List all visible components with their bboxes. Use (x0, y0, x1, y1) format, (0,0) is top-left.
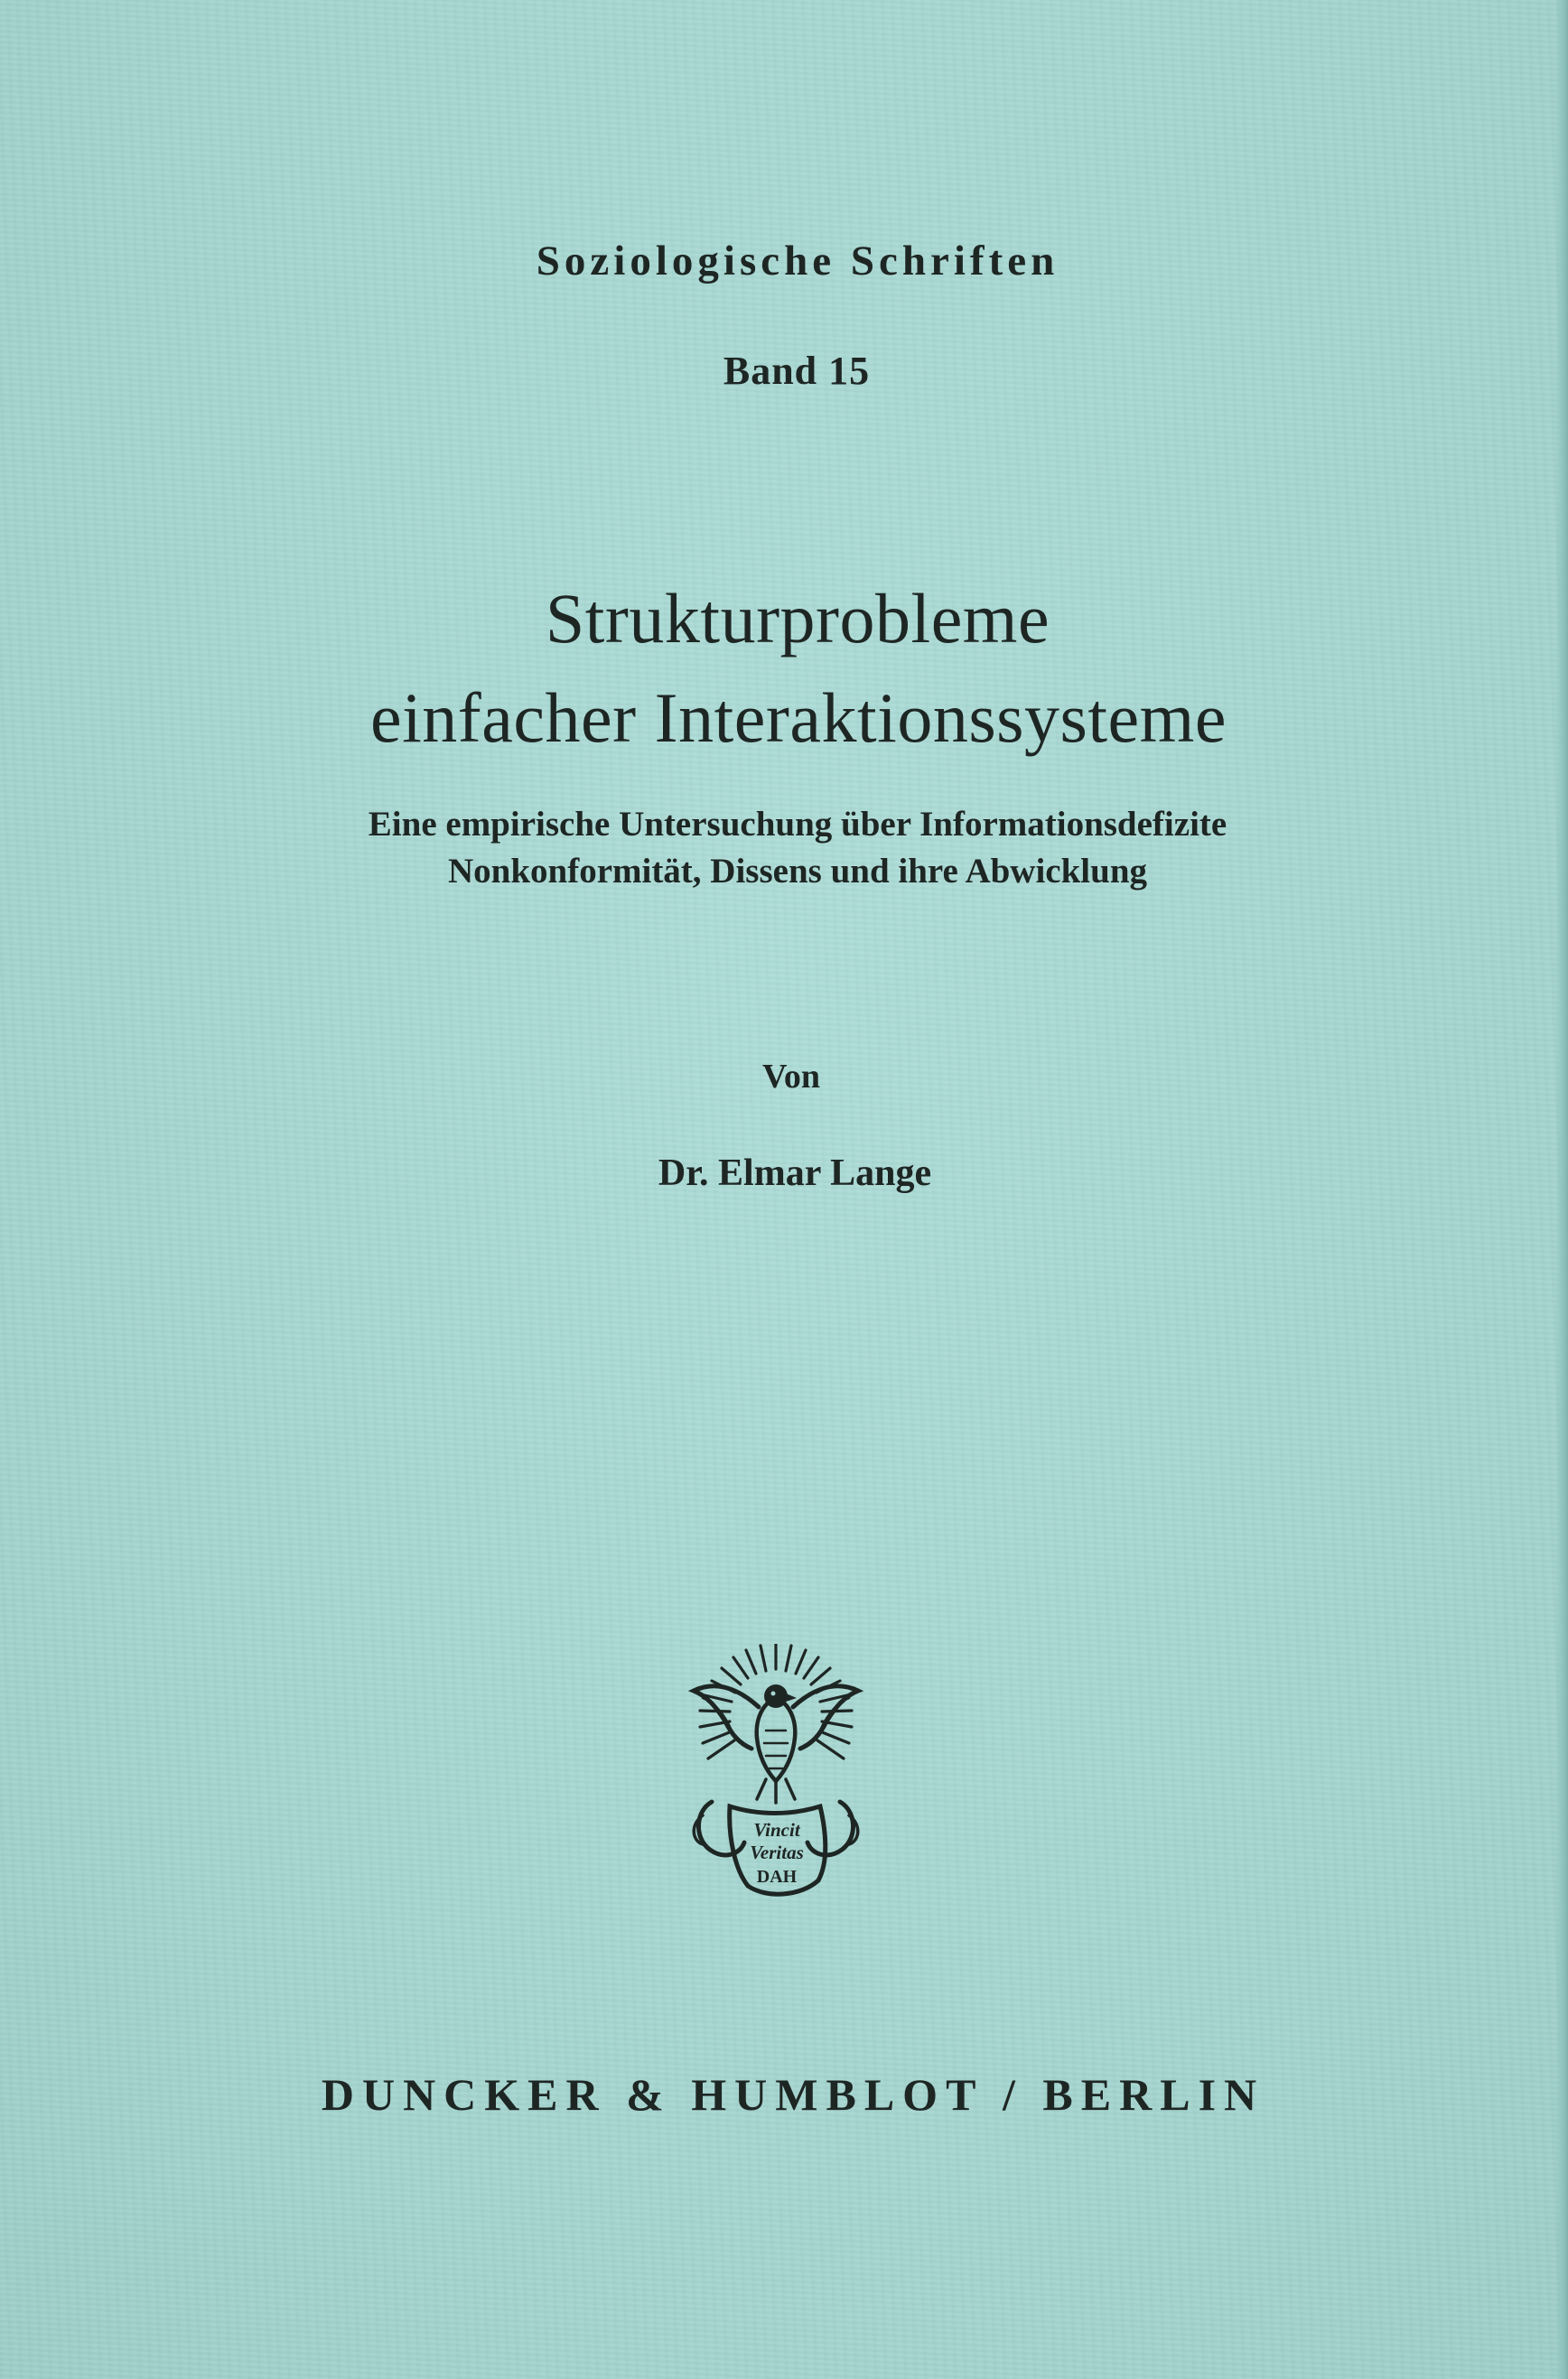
series-name: Soziologische Schriften (536, 238, 1059, 285)
svg-text:Veritas: Veritas (750, 1842, 804, 1863)
author-name: Dr. Elmar Lange (658, 1152, 932, 1194)
eagle-emblem-icon (676, 1644, 876, 1901)
subtitle-line-1: Eine empirische Untersuchung über Informationsdefizite (368, 805, 1227, 844)
svg-text:DAH: DAH (756, 1867, 798, 1887)
volume-number: Band 15 (723, 349, 871, 393)
title-line-1: Strukturprobleme (545, 579, 1050, 658)
publisher-name: DUNCKER & HUMBLOT / BERLIN (321, 2069, 1265, 2120)
svg-text:Vincit: Vincit (753, 1819, 800, 1841)
subtitle-line-2: Nonkonformität, Dissens und ihre Abwicklung (447, 852, 1148, 891)
by-label: Von (761, 1058, 821, 1096)
title-line-2: einfacher Interaktionssysteme (370, 678, 1227, 757)
